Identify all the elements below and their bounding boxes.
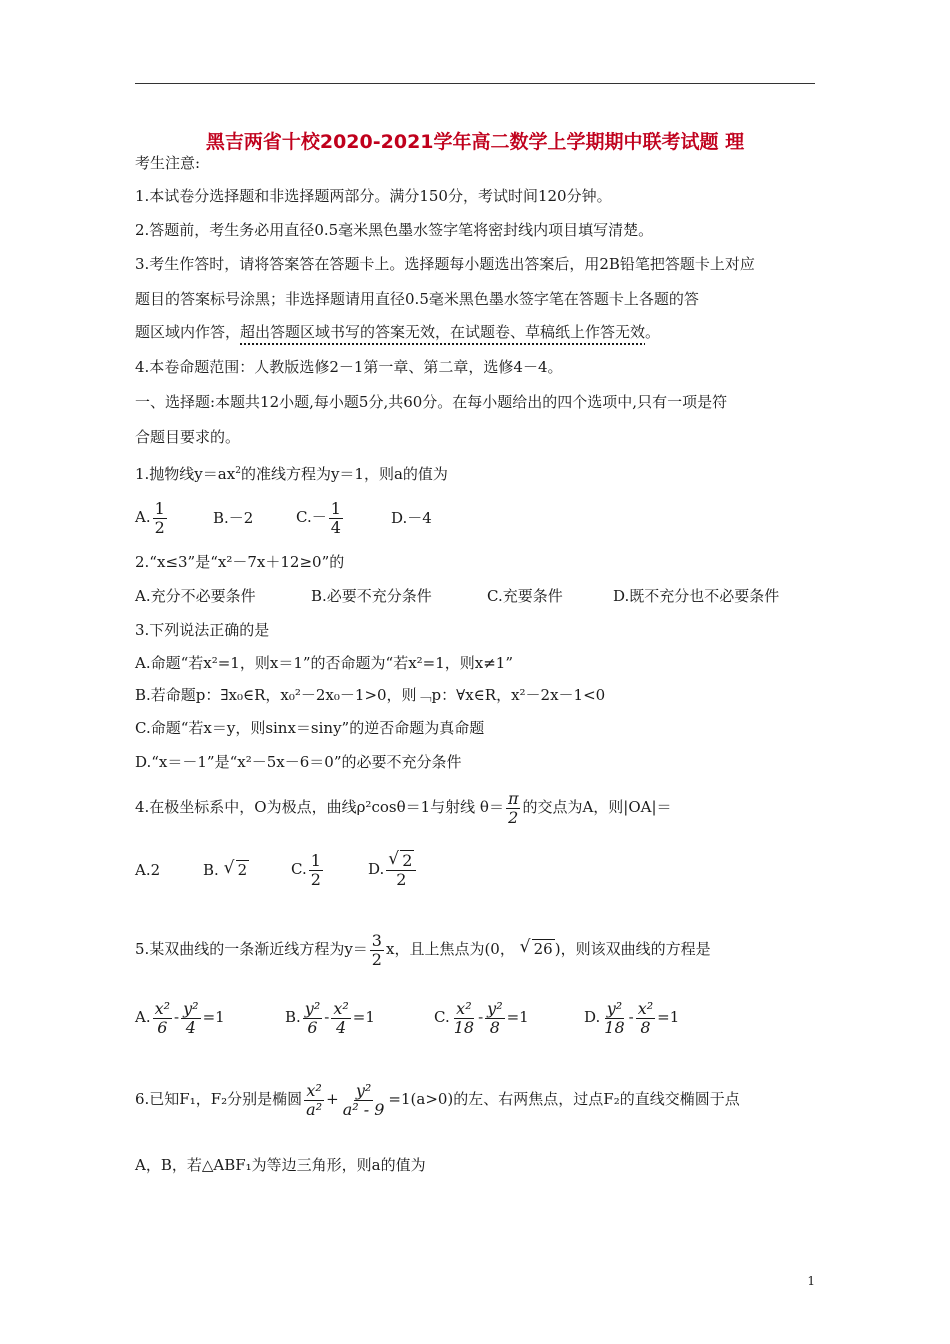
q5-option-d: D. $\frac{\text{y²}}{18}$ - $\frac{\text{x²}}{8}$ =1: [584, 999, 680, 1037]
q3-option-b: B.若命题p：∃x₀∈R，x₀²－2x₀－1>0，则﹁p：∀x∈R，x²－2x－1<0: [135, 686, 606, 704]
q4-option-b: B. √ 2: [203, 860, 249, 880]
q5-option-c: C. $\frac{\text{x²}}{18}$ - $\frac{\text{y²}}{8}$ =1: [434, 999, 529, 1037]
q3-option-c: C.命题“若x＝y，则sinx＝siny”的逆否命题为真命题: [135, 719, 485, 737]
notice-4: 4.本卷命题范围：人教版选修2－1第一章、第二章，选修4－4。: [135, 358, 563, 376]
q1-option-b: B.－2: [213, 509, 254, 527]
notice-3-line-1: 3.考生作答时，请将答案答在答题卡上。选择题每小题选出答案后，用2B铅笔把答题卡上对应: [135, 255, 755, 273]
q5-option-b: B. $\frac{\text{y²}}{6}$ - $\frac{\text{x²}}{4}$ =1: [285, 999, 375, 1037]
notice-header: 考生注意:: [135, 154, 201, 172]
notice-1: 1.本试卷分选择题和非选择题两部分。满分150分，考试时间120分钟。: [135, 187, 612, 205]
q2-option-c: C.充要条件: [487, 587, 563, 605]
q2-option-a: A.充分不必要条件: [135, 587, 256, 605]
notice-3-line-3: 题区域内作答，超出答题区域书写的答案无效，在试题卷、草稿纸上作答无效。: [135, 323, 661, 341]
header-rule: [135, 83, 815, 84]
q3-option-d: D.“x＝－1”是“x²－5x－6＝0”的必要不充分条件: [135, 753, 462, 771]
q5-option-a: A. $\frac{\text{x²}}{6}$ - $\frac{\text{y²}}{4}$ =1: [135, 999, 225, 1037]
question-3-stem: 3.下列说法正确的是: [135, 621, 270, 639]
q3-option-a: A.命题“若x²=1，则x＝1”的否命题为“若x²=1，则x≠1”: [135, 654, 514, 672]
question-6-line-2: A，B，若△ABF₁为等边三角形，则a的值为: [135, 1156, 426, 1174]
notice-2: 2.答题前，考生务必用直径0.5毫米黑色墨水签字笔将密封线内项目填写清楚。: [135, 221, 654, 239]
emphasis-dotted-text: 超出答题区域书写的答案无效，在试题卷、草稿纸上作答无效: [240, 323, 646, 341]
q4-option-d: D. √ $\frac{2}{2}$: [368, 852, 418, 888]
question-2-stem: 2.“x≤3”是“x²－7x＋12≥0”的: [135, 553, 345, 571]
q1-option-a: A. $\frac{1}{2}$: [135, 499, 165, 537]
q2-option-b: B.必要不充分条件: [311, 587, 432, 605]
question-4-stem: 4.在极坐标系中，O为极点，曲线ρ²cosθ＝1与射线 θ＝ $\frac{\pi}{2}$ 的交点为A，则|OA|＝: [135, 789, 672, 827]
q1-option-d: D.－4: [391, 509, 432, 527]
q4-option-c: C. $\frac{1}{2}$: [291, 851, 321, 889]
question-1-stem: 1.抛物线$y=ax^2$的准线方程为y＝1，则a的值为: [135, 465, 448, 483]
question-5-stem: 5.某双曲线的一条渐近线方程为y＝ $\frac{3}{2}$ x，且上焦点为(0， √ 26 )，则该双曲线的方程是: [135, 932, 711, 968]
page-number: 1: [807, 1274, 815, 1288]
section-1-line-1: 一、选择题:本题共12小题,每小题5分,共60分。在每小题给出的四个选项中,只有一项是符: [135, 393, 728, 411]
q2-option-d: D.既不充分也不必要条件: [613, 587, 780, 605]
q1-option-c: C.－ $\frac{1}{4}$: [296, 499, 341, 537]
section-1-line-2: 合题目要求的。: [135, 428, 241, 446]
page-title: 黑吉两省十校2020-2021学年高二数学上学期期中联考试题 理: [205, 131, 745, 153]
notice-3-line-2: 题目的答案标号涂黑；非选择题请用直径0.5毫米黑色墨水签字笔在答题卡上各题的答: [135, 290, 699, 308]
q4-option-a: A.2: [135, 861, 161, 879]
question-6-stem: 6.已知F₁，F₂分别是椭圆 $\frac{\text{x²}}{\text{a²}}$ + $\frac{\text{y²}}{\text{a² - 9}}$ =1(a>0)的左、右两焦点，过点F₂的直线交椭圆于点: [135, 1081, 740, 1119]
